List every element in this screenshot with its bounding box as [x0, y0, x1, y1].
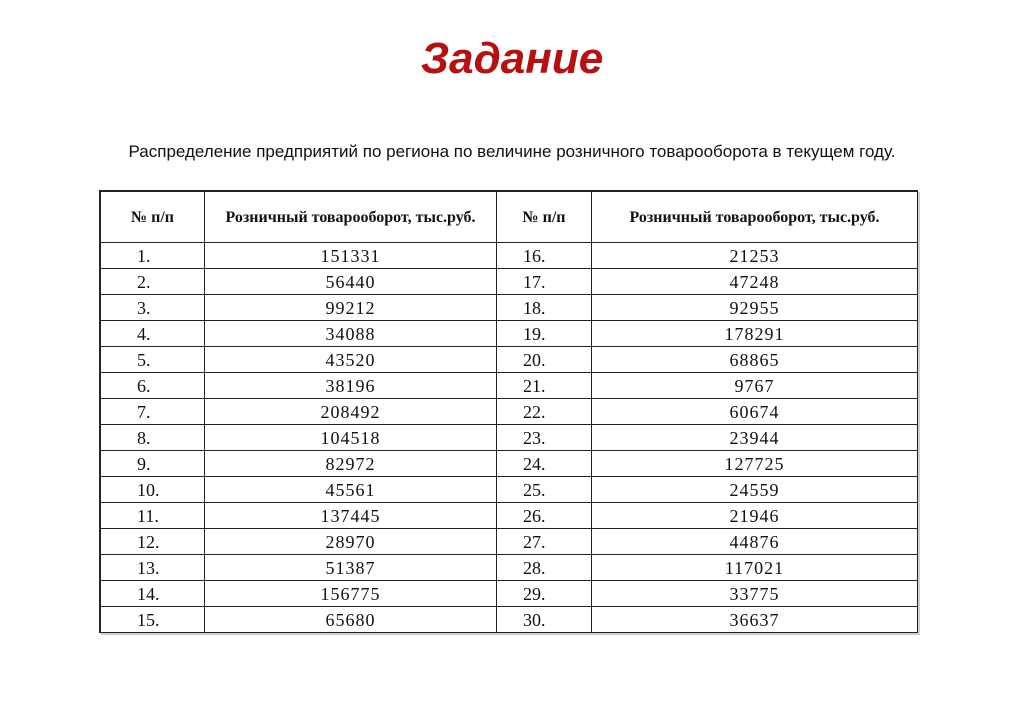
row-num-left: 3.	[101, 295, 205, 321]
row-num-right: 24.	[497, 451, 592, 477]
row-turnover-left: 208492	[205, 399, 497, 425]
row-num-left: 1.	[101, 243, 205, 269]
row-turnover-right: 23944	[592, 425, 918, 451]
row-turnover-right: 44876	[592, 529, 918, 555]
row-turnover-left: 38196	[205, 373, 497, 399]
row-num-left: 4.	[101, 321, 205, 347]
row-turnover-left: 82972	[205, 451, 497, 477]
row-turnover-left: 99212	[205, 295, 497, 321]
table-row	[101, 399, 918, 425]
row-turnover-left: 104518	[205, 425, 497, 451]
table-row	[101, 373, 918, 399]
table-row	[101, 555, 918, 581]
row-turnover-right: 68865	[592, 347, 918, 373]
turnover-table-container	[99, 190, 918, 633]
row-num-right: 30.	[497, 607, 592, 633]
row-num-left: 5.	[101, 347, 205, 373]
table-row	[101, 321, 918, 347]
row-turnover-left: 156775	[205, 581, 497, 607]
table-row	[101, 269, 918, 295]
row-turnover-right: 92955	[592, 295, 918, 321]
row-num-left: 10.	[101, 477, 205, 503]
row-num-left: 7.	[101, 399, 205, 425]
row-num-left: 12.	[101, 529, 205, 555]
task-description: Распределение предприятий по региона по величине розничного товарооборота в текущем году.	[128, 142, 896, 161]
row-turnover-left: 151331	[205, 243, 497, 269]
row-num-left: 6.	[101, 373, 205, 399]
row-turnover-left: 28970	[205, 529, 497, 555]
row-num-left: 8.	[101, 425, 205, 451]
row-turnover-right: 127725	[592, 451, 918, 477]
turnover-table	[100, 191, 918, 633]
row-num-right: 26.	[497, 503, 592, 529]
header-num-right: № п/п	[497, 192, 592, 243]
row-num-left: 2.	[101, 269, 205, 295]
page-title: Задание	[420, 34, 604, 83]
row-num-right: 27.	[497, 529, 592, 555]
table-body	[101, 243, 918, 633]
header-num-left: № п/п	[101, 192, 205, 243]
table-row	[101, 529, 918, 555]
row-turnover-right: 178291	[592, 321, 918, 347]
table-row	[101, 503, 918, 529]
row-num-right: 23.	[497, 425, 592, 451]
row-turnover-left: 45561	[205, 477, 497, 503]
table-row	[101, 607, 918, 633]
row-turnover-right: 9767	[592, 373, 918, 399]
row-turnover-left: 65680	[205, 607, 497, 633]
table-row	[101, 477, 918, 503]
row-turnover-right: 117021	[592, 555, 918, 581]
table-row	[101, 347, 918, 373]
row-turnover-left: 51387	[205, 555, 497, 581]
row-num-right: 17.	[497, 269, 592, 295]
row-num-right: 29.	[497, 581, 592, 607]
row-turnover-right: 47248	[592, 269, 918, 295]
table-header-row	[101, 192, 918, 243]
row-num-right: 19.	[497, 321, 592, 347]
row-turnover-right: 36637	[592, 607, 918, 633]
row-num-left: 11.	[101, 503, 205, 529]
row-num-right: 21.	[497, 373, 592, 399]
row-turnover-left: 34088	[205, 321, 497, 347]
table-row	[101, 581, 918, 607]
row-num-right: 28.	[497, 555, 592, 581]
header-turnover-right: Розничный товарооборот, тыс.руб.	[592, 192, 918, 243]
row-turnover-right: 21946	[592, 503, 918, 529]
row-turnover-right: 21253	[592, 243, 918, 269]
row-turnover-right: 60674	[592, 399, 918, 425]
row-num-right: 18.	[497, 295, 592, 321]
row-turnover-left: 137445	[205, 503, 497, 529]
table-row	[101, 451, 918, 477]
row-num-left: 15.	[101, 607, 205, 633]
row-turnover-left: 43520	[205, 347, 497, 373]
header-turnover-left: Розничный товарооборот, тыс.руб.	[205, 192, 497, 243]
row-num-right: 16.	[497, 243, 592, 269]
table-row	[101, 243, 918, 269]
row-turnover-right: 24559	[592, 477, 918, 503]
row-num-left: 14.	[101, 581, 205, 607]
table-row	[101, 295, 918, 321]
table-row	[101, 425, 918, 451]
row-num-right: 25.	[497, 477, 592, 503]
row-turnover-left: 56440	[205, 269, 497, 295]
row-num-right: 22.	[497, 399, 592, 425]
row-num-left: 13.	[101, 555, 205, 581]
row-num-left: 9.	[101, 451, 205, 477]
row-num-right: 20.	[497, 347, 592, 373]
row-turnover-right: 33775	[592, 581, 918, 607]
